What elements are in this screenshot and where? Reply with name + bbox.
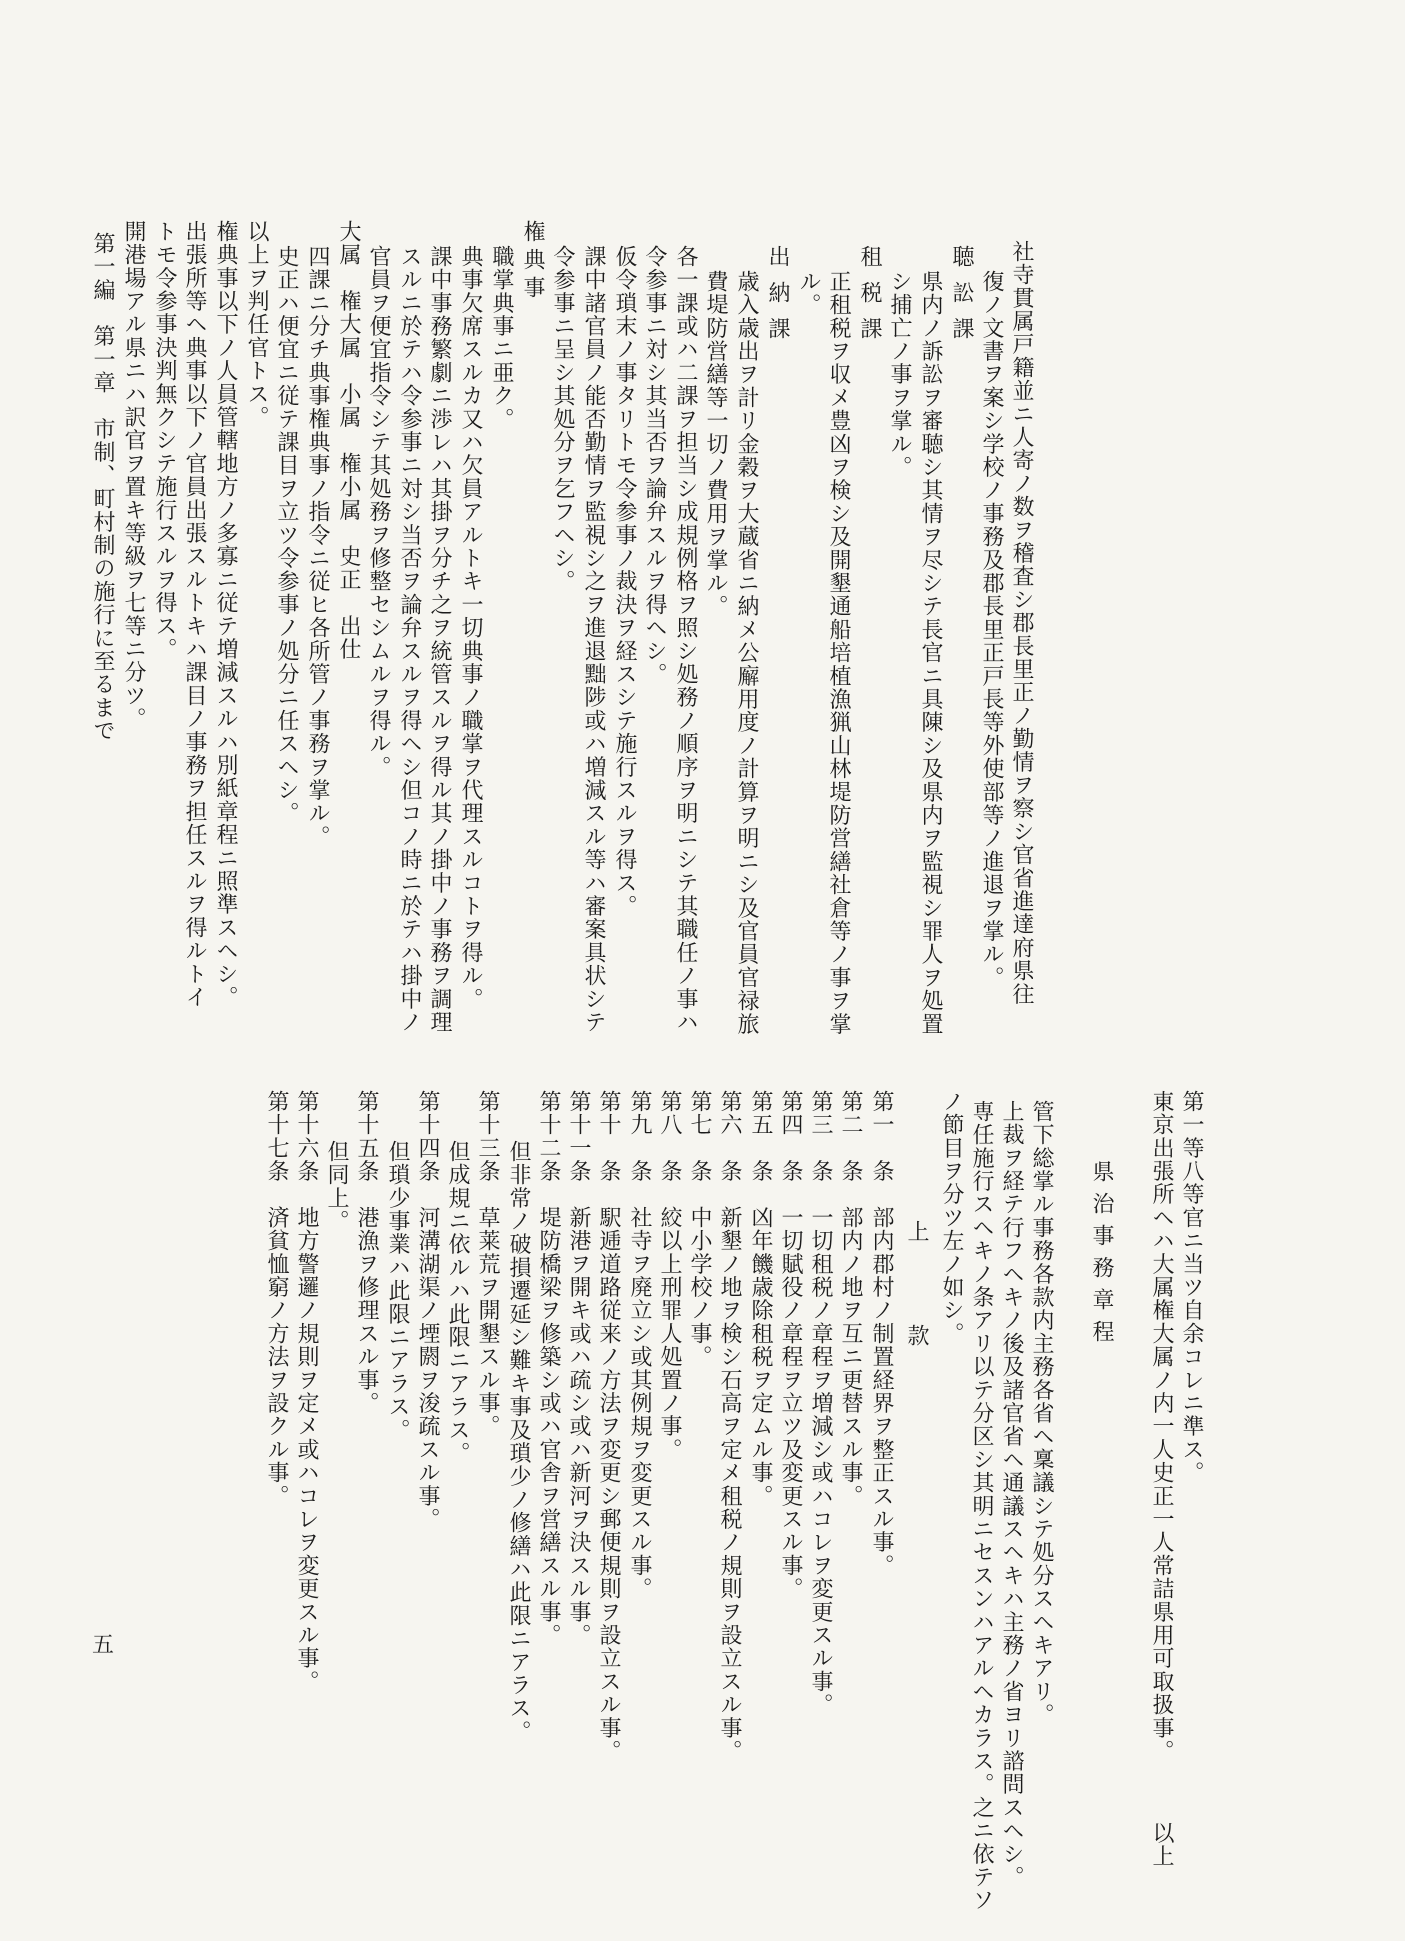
text-column: 史正ハ便宜ニ従テ課目ヲ立ツ令参事ノ処分ニ任スヘシ。 [274,245,299,825]
text-column: 令参事ニ対シ其当否ヲ論弁スルヲ得ヘシ。 [642,245,667,686]
text-column: 課中諸官員ノ能否勤情ヲ監視シ之ヲ進退黜陟或ハ増減スル等ハ審案具状シテ [581,245,606,1034]
text-column: 以上ヲ判任官トス。 [244,220,269,429]
text-column: 出張所等ヘ典事以下ノ官員出張スルトキハ課目ノ事務ヲ担任スルヲ得ルトイ [182,220,207,1009]
article-column: 第五 条 凶年饑歳除租税ヲ定ムル事。 [748,1090,773,1508]
article-column: 第十一条 新港ヲ開キ或ハ疏シ或ハ新河ヲ決スル事。 [566,1090,591,1647]
text-column: 県内ノ訴訟ヲ審聴シ其情ヲ尽シテ長官ニ具陳シ及県内ヲ監視シ罪人ヲ処置 [918,270,943,1036]
text-column: シ捕亡ノ事ヲ掌ル。 [887,270,912,479]
proviso-column: 但成規ニ依ルハ此限ニアラス。 [445,1140,470,1465]
article-column: 第六 条 新墾ノ地ヲ検シ石高ヲ定メ租税ノ規則ヲ設立スル事。 [717,1090,742,1763]
article-column: 第四 条 一切賦役ノ章程ヲ立ツ及変更スル事。 [778,1090,803,1601]
article-column: 第九 条 社寺ヲ廃立シ或其例規ヲ変更スル事。 [627,1090,652,1601]
section-heading: 県治事務章程 [1089,1160,1114,1352]
proviso-column: 但非常ノ破損遷延シ難キ事及瑣少ノ修繕ハ此限ニアラス。 [506,1140,531,1744]
section-heading: 出納課 [765,245,790,353]
text-column: トモ令参事決判無クシテ施行スルヲ得ス。 [152,220,177,661]
section-heading: 大属 権大属 小属 権小属 史正 出仕 [336,220,361,661]
text-column: 令参事ニ呈シ其処分ヲ乞フヘシ。 [550,245,575,593]
article-column: 第十六条 地方警邏ノ規則ヲ定メ或ハコレヲ変更スル事。 [294,1090,319,1694]
proviso-column: 但瑣少事業ハ此限ニアラス。 [385,1140,410,1442]
text-column: ノ節目ヲ分ツ左ノ如シ。 [939,1090,964,1346]
text-column: 歳入歳出ヲ計リ金穀ヲ大蔵省ニ納メ公廨用度ノ計算ヲ明ニシ及官員官禄旅 [734,270,759,1036]
article-column: 第一 条 部内郡村ノ制置経界ヲ整正スル事。 [869,1090,894,1578]
section-heading: 上 款 [904,1220,929,1376]
article-column: 第十四条 河溝湖渠ノ堙閼ヲ浚疏スル事。 [415,1090,440,1531]
text-column: 官員ヲ便宜指令シテ其処務ヲ修整セシムルヲ得ル。 [366,245,391,779]
text-column: 管下総掌ル事務各款内主務各省ヘ稟議シテ処分スヘキアリ。 [1029,1100,1054,1727]
text-column: 正租税ヲ収メ豊凶ヲ検シ及開墾通船培植漁猟山林堤防営繕社倉等ノ事ヲ掌 [826,270,851,1036]
section-heading: 租税課 [857,245,882,353]
article-column: 第二 条 部内ノ地ヲ互ニ更替スル事。 [838,1090,863,1508]
text-column: 課中事務繁劇ニ渉レハ其掛ヲ分チ之ヲ統管スルヲ得ル其ノ掛中ノ事務ヲ調理 [427,245,452,1034]
text-column: 専任施行スヘキノ条アリ以テ分区シ其明ニセスンハアルヘカラス。之ニ依テソ [969,1100,994,1912]
text-column: ル。 [796,270,821,317]
text-column: 第一等八等官ニ当ツ自余コレニ準ス。 [1179,1090,1204,1485]
article-column: 第十 条 駅逓道路従来ノ方法ヲ変更シ郵便規則ヲ設立スル事。 [596,1090,621,1763]
text-column: 職掌典事ニ亜ク。 [489,245,514,431]
text-column: スルニ於テハ令参事ニ対シ当否ヲ論弁スルヲ得ヘシ但コノ時ニ於テハ掛中ノ [397,245,422,1034]
article-column: 第十七条 済貧恤窮ノ方法ヲ設クル事。 [264,1090,289,1508]
text-column: 権典事以下ノ人員管轄地方ノ多寡ニ従テ増減スルハ別紙章程ニ照準スヘシ。 [213,220,238,1009]
article-column: 第七 条 中小学校ノ事。 [687,1090,712,1369]
article-column: 第八 条 絞以上刑罪人処置ノ事。 [657,1090,682,1462]
text-column: 上裁ヲ経テ行フヘキノ後及諸官省ヘ通議スヘキハ主務ノ省ヨリ諮問スヘシ。 [999,1100,1024,1889]
text-column: 仮令瑣末ノ事タリトモ令参事ノ裁決ヲ経スシテ施行スルヲ得ス。 [612,245,637,918]
text-column: 費堤防営繕等一切ノ費用ヲ掌ル。 [703,270,728,618]
text-column: 典事欠席スルカ又ハ欠員アルトキ一切典事ノ職掌ヲ代理スルコトヲ得ル。 [458,245,483,1011]
article-column: 第十五条 港漁ヲ修理スル事。 [354,1090,379,1415]
proviso-column: 但同上。 [324,1140,349,1233]
text-column: 四課ニ分チ典事権典事ノ指令ニ従ヒ各所管ノ事務ヲ掌ル。 [305,245,330,849]
page-number: 五 [92,1633,115,1658]
running-footer: 第一編 第一章 市制、町村制の施行に至るまで [90,232,115,743]
text-column: 社寺貫属戸籍並ニ人寄ノ数ヲ稽査シ郡長里正ノ勤情ヲ察シ官省進達府県往 [1009,240,1034,1006]
text-column: 開港場アル県ニハ訳官ヲ置キ等級ヲ七等ニ分ツ。 [121,220,146,731]
article-column: 第三 条 一切租税ノ章程ヲ増減シ或ハコレヲ変更スル事。 [808,1090,833,1717]
text-column: 復ノ文書ヲ案シ学校ノ事務及郡長里正戸長等外使部等ノ進退ヲ掌ル。 [979,270,1004,990]
article-column: 第十三条 草莱荒ヲ開墾スル事。 [475,1090,500,1438]
text-column: 各一課或ハ二課ヲ担当シ成規例格ヲ照シ処務ノ順序ヲ明ニシテ其職任ノ事ハ [673,245,698,1034]
text-column: 東京出張所ヘハ大属権大属ノ内一人史正一人常詰県用可取扱事。 以上 [1149,1090,1174,1868]
article-column: 第十二条 堤防橋梁ヲ修築シ或ハ官舎ヲ営繕スル事。 [536,1090,561,1647]
section-heading: 権典事 [520,220,545,304]
section-heading: 聴訟課 [949,245,974,353]
